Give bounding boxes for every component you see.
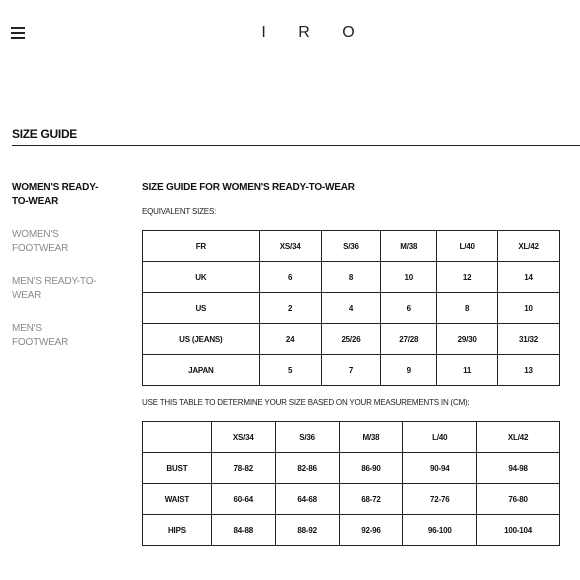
nav-item-label-line: FOOTWEAR	[12, 337, 69, 348]
table-cell: 27/28	[381, 324, 437, 355]
table-row	[143, 355, 560, 386]
measurements-label: USE THIS TABLE TO DETERMINE YOUR SIZE BASED ON YOUR MEASUREMENTS IN (CM):	[142, 398, 470, 407]
column-header-cell: M/38	[381, 231, 437, 262]
table-cell: 94-98	[477, 453, 560, 484]
nav-item-womens-footwear[interactable]	[12, 228, 127, 256]
table-cell: 29/30	[437, 324, 498, 355]
column-header-cell: S/36	[321, 231, 381, 262]
nav-item-label-line: WOMEN'S	[12, 229, 59, 240]
table-cell: 6	[381, 293, 437, 324]
table-cell: 82-86	[275, 453, 339, 484]
table-cell: 25/26	[321, 324, 381, 355]
table-cell: 68-72	[339, 484, 403, 515]
row-header-cell: BUST	[143, 453, 212, 484]
table-cell: 60-64	[211, 484, 275, 515]
measurements-table	[142, 421, 560, 546]
table-cell: 9	[381, 355, 437, 386]
table-row	[143, 293, 560, 324]
row-header-cell: WAIST	[143, 484, 212, 515]
nav-item-label-line: TO-WEAR	[12, 196, 59, 207]
row-header-cell: UK	[143, 262, 260, 293]
column-header-cell: XS/34	[259, 231, 321, 262]
table-cell: 8	[321, 262, 381, 293]
table-row	[143, 262, 560, 293]
table-cell: 13	[498, 355, 560, 386]
table-cell: 7	[321, 355, 381, 386]
nav-item-label-line: FOOTWEAR	[12, 243, 69, 254]
row-header-cell: US	[143, 293, 260, 324]
row-header-cell: HIPS	[143, 515, 212, 546]
column-header-cell: S/36	[275, 422, 339, 453]
column-header-cell: XL/42	[477, 422, 560, 453]
table-cell: 96-100	[403, 515, 477, 546]
table-cell: 12	[437, 262, 498, 293]
table-row	[143, 515, 560, 546]
table-row	[143, 422, 560, 453]
table-cell: 11	[437, 355, 498, 386]
nav-item-label-line: MEN'S	[12, 323, 42, 334]
nav-item-label-line: WEAR	[12, 290, 42, 301]
row-header-cell: US (JEANS)	[143, 324, 260, 355]
column-header-cell: L/40	[403, 422, 477, 453]
table-cell: 72-76	[403, 484, 477, 515]
table-cell: 86-90	[339, 453, 403, 484]
nav-item-womens-ready-to-wear[interactable]	[12, 181, 127, 209]
table-row	[143, 484, 560, 515]
column-header-cell: L/40	[437, 231, 498, 262]
table-cell: 10	[381, 262, 437, 293]
table-cell: 2	[259, 293, 321, 324]
table-cell: 4	[321, 293, 381, 324]
column-header-cell: XS/34	[211, 422, 275, 453]
page-title: SIZE GUIDE	[12, 127, 78, 141]
table-row	[143, 231, 560, 262]
row-header-cell: JAPAN	[143, 355, 260, 386]
table-cell: 90-94	[403, 453, 477, 484]
row-header-cell: FR	[143, 231, 260, 262]
table-cell: 8	[437, 293, 498, 324]
table-cell: 76-80	[477, 484, 560, 515]
column-header-cell: M/38	[339, 422, 403, 453]
table-row	[143, 324, 560, 355]
table-cell: 14	[498, 262, 560, 293]
table-cell: 64-68	[275, 484, 339, 515]
table-cell: 84-88	[211, 515, 275, 546]
row-header-cell	[143, 422, 212, 453]
table-cell: 88-92	[275, 515, 339, 546]
equivalent-sizes-table	[142, 230, 560, 386]
table-cell: 31/32	[498, 324, 560, 355]
nav-item-label-line: WOMEN'S READY-	[12, 182, 99, 193]
table-cell: 78-82	[211, 453, 275, 484]
table-cell: 10	[498, 293, 560, 324]
table-cell: 5	[259, 355, 321, 386]
table-row	[143, 453, 560, 484]
column-header-cell: XL/42	[498, 231, 560, 262]
table-cell: 92-96	[339, 515, 403, 546]
nav-item-label-line: MEN'S READY-TO-	[12, 276, 97, 287]
equivalent-sizes-label: EQUIVALENT SIZES:	[142, 207, 217, 216]
table-cell: 100-104	[477, 515, 560, 546]
nav-item-mens-ready-to-wear[interactable]	[12, 275, 127, 303]
size-guide-content	[142, 182, 560, 535]
size-guide-category-nav	[12, 181, 127, 369]
table-cell: 6	[259, 262, 321, 293]
section-title: SIZE GUIDE FOR WOMEN'S READY-TO-WEAR	[142, 182, 355, 193]
brand-logo[interactable]: I R O	[261, 24, 369, 41]
title-divider	[12, 145, 580, 146]
nav-item-mens-footwear[interactable]	[12, 322, 127, 350]
table-cell: 24	[259, 324, 321, 355]
